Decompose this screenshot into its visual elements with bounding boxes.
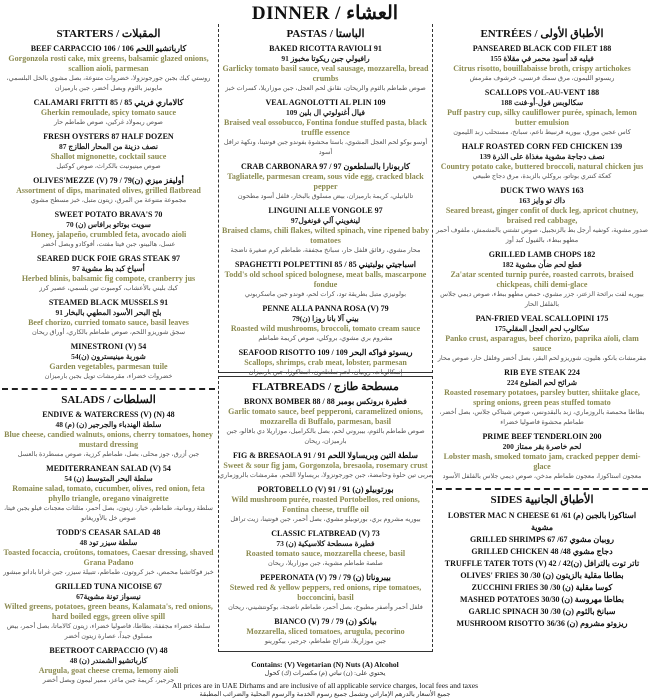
side-item: LOBSTER MAC N CHEESE 61 /61 استاكوزا بالجبن (م) مشوية [447,511,637,532]
item-name-ar: لينغويني آلي فونغول97 [290,216,361,225]
item-description: Toasted focaccia, croûtons, tomatoes, Caesar dressing, shaved Grana Padano [3,548,214,567]
item-description: Romaine salad, tomato, cucumber, olives, red onion, feta phyllo triangle, oregano vinaigrette [12,484,205,503]
item-description-ar: سلطة رومانية، طماطم، خيار، زيتون، بصل أحمر، مثلثات معجنات فيلو بجبن فيتا، صوص خل بالأوريغانو [4,505,213,522]
page-title: DINNER / العشاء [251,3,399,24]
item-name: BAKED RICOTTA RAVIOLI 91 [269,44,382,53]
item-name-ar: قطع لحم ضأن مشوية 182 [502,260,582,269]
menu-item [219,304,432,344]
menu-item [2,132,215,172]
item-description: Seared breast, ginger confit of duck leg, apricot chutney, braised red cabbage, [445,206,639,225]
menu-item [2,582,215,642]
item-name: GRILLED LAMB CHOPS 182 [488,250,596,259]
item-description: Roasted wild mushrooms, broccoli, tomato cream sauce [230,324,421,333]
item-description: Mozzarella, sliced tomatoes, arugula, pecorino [246,627,405,636]
menu-item [2,342,215,382]
menu-item [219,348,432,378]
item-name: SEARED DUCK FOIE GRAS STEAK 97 [37,254,180,263]
item-description: Scallops, shrimps, crab meat, lobster, parmesan [244,358,407,367]
item-description: Garlicky tomato basil sauce, veal sausage, mozzarella, bread crumbs [222,64,429,83]
item-name-ar: بيني آلا بانا روزا (ن)79 [292,314,359,323]
menu-item [436,314,648,364]
pastas-section [218,24,433,376]
item-description-ar: سلطة خضراء مجففة، بطاطا، فاصوليا خضراء، زيتون كالاماتا، بصل أحمر، بيض مسلوق جيداً، عصارة زيتون أخضر [6,623,211,640]
item-name-ar: كارباتشيو الشمندر (ن) 48 [69,656,148,665]
side-item: GRILLED SHRIMPS 67 /67 روبيان مشوي [469,535,615,544]
menu-item [219,529,432,569]
item-name: LINGUINI ALLE VONGOLE 97 [268,206,383,215]
allergen-legend: Contains: (V) Vegetarian (N) Nuts (A) Alcohol [251,660,399,669]
item-description: Braised veal ossobucco, Fontina fondue stuffed pasta, black truffle essence [224,118,427,137]
starters-section [2,28,215,382]
price-note: All prices are in UAE Dirhams and are inclusive of all applicable service charges, local fees and taxes [172,681,478,690]
item-description-ar: بيوريه لفت برائحة الزعتر، جزر مشوي، حمص مطهو ببطء، صوص ديمي جلاس بالفلفل الحار [440,291,644,308]
item-description-ar: صوص طماطم بالثوم، بيبروني لحم، بصل بالكراميل، موزاريلا دي بافالو، جبن بارميزان، ريحان [226,428,425,445]
menu-item [2,44,215,94]
item-description: Country potato cake, buttered broccoli, natural chicken jus [440,162,644,171]
item-description-ar: إسكالوبات، روبيان، لحم سلطعون، استاكوزا، جبن بارميزان [248,369,403,376]
item-name: VEAL AGNOLOTTI AL PLIN 109 [265,98,386,107]
item-name-ar: رافيولي جبن ريكوتا مخبوز 91 [281,54,370,63]
sides-section [436,494,648,630]
item-description-ar: جبن أزرق، جوز محلى، بصل، طماطم كرزية، صوص مسطردة بالعسل [17,451,200,458]
divider [436,488,648,490]
item-description: Roasted tomato sauce, mozzarella cheese, basil [245,549,406,558]
section-heading: PASTAS / الباستا [286,28,365,40]
item-name: BRONX BOMBER 88 / 88 فطيرة برونكس بومبر [244,397,407,406]
item-description: Wild mushroom purée, roasted Portobellos, red onions, Fontina cheese, truffle oil [231,495,420,514]
menu-item [2,98,215,128]
item-description: Gherkin remoulade, spicy tomato sauce [40,108,177,117]
side-item: OLIVES' FRIES 30 /30 (ن) بطاطا مقلية بالزيتون [460,571,624,580]
menu-item [219,397,432,447]
menu-item [219,98,432,158]
item-name: BEETROOT CARPACCIO (V) 48 [49,646,168,655]
menu-item [2,464,215,524]
item-description-ar: أوسو بوكو لحم العجل المشوي، باستا محشوة بفوندو جبن فونتينا، ونكهة ترافل أسود [223,139,428,156]
divider [2,388,215,390]
section-heading: ENTRÉES / الأطباق الأولى [480,28,604,40]
item-name-ar: سويت بوتاتو برافاس (ن) 70 [66,220,151,229]
item-name: PENNE ALLA PANNA ROSA (V) 79 [262,304,389,313]
item-description-ar: صوص ريمولاد غركين، صوص طماطم حار [54,119,163,126]
item-description: Puff pastry cup, silky cauliflower purée, spinach, lemon butter emulsion [447,108,637,127]
item-description-ar: تالياتيلي، كريمة بارميزان، بيض مسلوق بالبخار، فلفل أسود مطحون [237,193,414,200]
item-description-ar: كيك بليني بالأعشاب، كومبوت تين بلسمي، عصير كرز [39,285,178,292]
side-item: TRUFFLE TATER TOTS (V) 42 / 42(ن) تاتر توت بالترافل [444,559,640,568]
menu-item [436,186,648,246]
item-name-ar: سلطة سيزر تود 48 [79,538,138,547]
item-description-ar: سجق شوريزو اللحم، صوص طماطم بالكاري، أوراق ريحان [31,329,186,336]
item-name-ar: سلطة الهندباء والجرجير (ن) (م) 48 [55,420,162,429]
item-description: Stewed red & yellow peppers, red onions, ripe tomatoes, bocconcini, basil [229,583,422,602]
item-description: Herbed blinis, balsamic fig compote, cranberry jus [21,274,196,283]
menu-item [436,88,648,138]
allergen-legend-ar: يحتوي على: (ن) نباتي (م) مكسرات (ك) كحول [264,670,386,677]
item-name: PAN-FRIED VEAL SCALLOPINI 175 [475,314,609,323]
item-description-ar: جبن موزاريلا، شرائح طماطم، جرجير، بيكورينو [264,638,387,645]
item-description: Shallot mignonette, cocktail sauce [50,152,167,161]
item-description: Assortment of dips, marinated olives, grilled flatbread [16,186,201,195]
item-name: SWEET POTATO BRAVA'S 70 [54,210,163,219]
menu-item [436,142,648,182]
menu-item [219,162,432,202]
menu-item [2,528,215,578]
price-note-ar: جميع الأسعار بالدرهم الإماراتي وتشمل جميع رسوم الخدمة والرسوم المحلية والضرائب المطبقة [199,691,451,698]
left-column [2,24,215,690]
item-description-ar: مجموعة متنوعة من المرق، زيتون متبل، خبز مسطح مشوي [30,197,187,204]
item-name: MEDITERRANEAN SALAD (V) 54 [46,464,171,473]
item-name: CRAB CARBONARA 97 / 97 كاربونارا بالسلطعون [241,162,410,171]
item-name: STEAMED BLACK MUSSELS 91 [48,298,169,307]
item-name-ar: فيليه قد أسود محمر في مقلاة 155 [490,54,594,63]
item-description-ar: صوص طماطم بالثوم والريحان، نقانق لحم العجل، جبن موزاريلا، كسرات خبز [225,85,426,92]
item-name-ar: لحم خاصرة بقر ممتاز 200 [502,442,582,451]
menu-item [2,176,215,206]
item-description-ar: فلفل أحمر وأصفر مطبوخ، بصل أحمر، طماطم ناضجة، بوكونتشيني، ريحان [228,604,423,611]
item-description-ar: كاس عجين مورق، بيوريه قرنبيط ناعم، سبانخ، مستحلب زبد الليمون [453,129,631,136]
menu-item [219,206,432,256]
item-description-ar: صلصة طماطم مشوية، جبن موزاريلا، ريحان [268,560,383,567]
item-name: MINESTRONI (V) 54 [70,342,147,351]
item-description-ar: خبز فوكاتشيا محمص، خبز كروتون، طماطم، تتبيلة سيزر، جبن غرانا بادانو مبشور [3,569,214,576]
item-name-ar: شرائح لحم الضلوع 224 [506,378,578,387]
item-description: Wilted greens, potatoes, green beans, Kalamata's, red onions, hard boiled eggs, green olive spill [4,602,213,621]
section-heading: SALADS / السلطات [61,394,156,406]
item-name: OLIVES'MEZZE (V) 79 / 79(ن) أوليفز ميزي [33,176,184,185]
menu-item [219,573,432,613]
item-description: Honey, jalapeño, crumbled feta, avocado aioli [30,230,187,239]
item-name: SEAFOOD RISOTTO 109 / 109 ريسوتو فواكه البحر [238,348,413,357]
item-description: Todd's old school spiced bolognese, meat balls, mascarpone fondue [224,270,427,289]
item-name-ar: أسياخ كبد بط مشوية 97 [72,264,145,273]
item-description-ar: ريسوتو الليمون، مرق سمك فرنسي، خرشوف مقرمش [469,75,615,82]
right-column [436,24,648,630]
item-description: Roasted rosemary potatoes, parsley butter, shiitake glace, spring onions, green peas stuffed tomato [444,388,640,407]
menu-item [219,485,432,525]
item-name-ar: شوربة مينيسترون (ن)54 [71,352,146,361]
item-name: DUCK TWO WAYS 163 [500,186,584,195]
item-description: Garden vegetables, parmesan tuile [49,362,168,371]
menu-item [219,44,432,94]
item-name: CALAMARI FRITTI 85 / 85 كالاماري فريتي [33,98,184,107]
item-description-ar: بطاطا محمصة بالروزماري، زبد بالبقدونس، صوص شيتاكي جلاس، بصل أخضر، طماطم محشوة فاصوليا خضراء [439,409,645,426]
menu-item [219,260,432,300]
menu-item [436,250,648,310]
item-description-ar: مشروم بري مشوي، بروكلي، صوص كريمة طماطم [258,335,393,342]
menu-item [2,254,215,294]
flatbreads-section [218,376,433,652]
item-description: Za'atar scented turnip purée, roasted carrots, braised chickpeas, chili demi-glace [450,270,634,289]
item-name: ENDIVE & WATERCRESS (V) (N) 48 [42,410,175,419]
item-description-ar: مقرمشات بانكو، هليون، شوريزو لحم البقر، بصل أخضر وفلفل حار، صوص محار [437,355,647,362]
item-description-ar: صوص مينيونيت بالكراث، صوص كوكتيل [56,163,161,170]
item-description: Blue cheese, candied walnuts, onions, cherry tomatoes, honey mustard dressing [4,430,213,449]
item-description: Beef chorizo, curried tomato sauce, basil leaves [28,318,189,327]
item-name: TODD'S CEASAR SALAD 48 [56,528,161,537]
entrees-section [436,28,648,482]
section-heading: FLATBREADS / مسطحة طازج [252,381,399,393]
item-name-ar: داك تو وايز 163 [518,196,566,205]
item-name-ar: فطيرة مسطحة كلاسيكية (ن) 73 [276,539,375,548]
menu-item [219,617,432,647]
item-description: Citrus risotto, bouillabaisse broth, crispy artichokes [453,64,631,73]
item-name-ar: سلطة البحر المتوسط (ن) 54 [64,474,153,483]
menu-item [2,210,215,250]
item-description: Gorgonzola rosti cake, mix greens, balsamic glazed onions, scallion aioli, parmesan [8,54,209,73]
item-name: FRESH OYSTERS 87 HALF DOZEN [43,132,174,141]
item-description-ar: روستي كيك بجبن جورجونزولا، خضروات متنوعة، بصل مشوي بالخل البلسمي، مايونيز بالثوم وبصل أخضر، جبن بارميزان [6,75,211,92]
item-name: BEEF CARPACCIO 106 / 106 كارباتشيو اللحم [30,44,187,53]
item-description-ar: جرجير، كريمة جبن ماعز، ممير ليمون وبصل أخضر [42,677,175,684]
item-name: FIG & BRESAOLA 91 / 91 سلطة التين وبريساولا اللحم [233,451,418,460]
item-name: RIB EYE STEAK 224 [504,368,580,377]
menu-item [2,410,215,460]
item-description-ar: خضروات خضراء، مقرمشات تويل بجبن بارميزان [44,373,173,380]
item-name-ar: سكالوبس فول-أو-فنت 188 [500,98,584,107]
item-name: PRIME BEEF TENDERLOIN 200 [482,432,602,441]
menu-item [436,44,648,84]
item-description-ar: بيوريه مشروم بري، بورتوبيلو مشوي، بصل أحمر، جبن فونتينا، زيت ترافل [230,516,421,523]
item-description-ar: صدور مشوية، كونفيه أرجل بط بالزنجبيل، صوص تشتني بالمشمش، ملفوف أحمر مطهو ببطء، بالفيول كبد أوز [436,227,648,244]
item-description: Braised clams, chili flakes, wilted spinach, vine ripened baby tomatoes [222,226,429,245]
item-name-ar: نيسواز تونة مشوية67 [76,592,141,601]
side-item: GRILLED CHICKEN 48 /48 دجاج مشوي [471,547,613,556]
section-heading: STARTERS / المقبلات [56,28,161,40]
item-name: CLASSIC FLATBREAD (V) 73 [271,529,380,538]
item-description: Sweet & sour fig jam, Gorgonzola, bresaola, rosemary crust [223,461,428,470]
item-name-ar: سكالوب لحم العجل المقلي175 [494,324,590,333]
item-description-ar: محار مشوي، رقائق فلفل حار، سبانخ مجففة، طماطم كرم صغيرة ناضجة [230,247,421,254]
side-item: MUSHROOM RISOTTO 36/36 (ن) ريزوتو مشروم [456,619,628,628]
item-description-ar: مربى تين حلوة وحامضة، جبن جورجونزولا، بريساولا اللحم، مقرمشات بالروزماري [218,472,432,479]
item-name-ar: نصف دزينة من المحار الطازج 87 [58,142,158,151]
menu-item [436,368,648,428]
item-name-ar: فيال أغنولوتي ال بلين 109 [285,108,366,117]
side-item: MASHED POTATOES 30/30 (ن) بطاطا مهروسة [459,595,625,604]
menu-item [219,451,432,481]
item-name: HALF ROASTED CORN FED CHICKEN 139 [461,142,623,151]
item-name: PANSEARED BLACK COD FILET 188 [472,44,612,53]
salads-section [2,394,215,686]
side-item: ZUCCHINI FRIES 30 /30 (ن) كوسا مقلية [471,583,613,592]
item-name: GRILLED TUNA NICOISE 67 [55,582,162,591]
item-name-ar: نصف دجاجة مشوية مغذاة على الذرة 139 [479,152,605,161]
item-name: PORTOBELLO (V) 91 / 91 (ن) بورتوبيلو [257,485,394,494]
item-name: SPAGHETTI POLPETTINI 85 / 85 اسباجيتي بولبتيني [235,260,416,269]
side-item: GARLIC SPINACH 30 /30 (ن) سبانخ بالثوم [468,607,616,616]
item-description: Garlic tomato sauce, beef pepperoni, caramelized onions, mozzarella di Buffalo, parmesan, basil [228,407,423,426]
menu-item [436,432,648,482]
item-name-ar: بلح البحر الأسود المطهي بالبخار 91 [55,308,162,317]
menu-item [2,298,215,338]
item-description: Arugula, goat cheese crema, lemony aioli [38,666,179,675]
item-description-ar: معجون استاكوزا، معجون طماطم مدخن، صوص ديمي جلاس بالفلفل الأسود [442,473,642,480]
item-name: SCALLOPS VOL-AU-VENT 188 [484,88,600,97]
item-description: Panko crust, asparagus, beef chorizo, paprika aïoli, clam sauce [445,334,639,353]
item-description: Tagliatelle, parmesan cream, sous vide egg, cracked black pepper [227,172,424,191]
item-description: Lobster mash, smoked tomato jam, cracked pepper demi-glace [443,452,641,471]
item-description-ar: بولونيزي متبل بطريقة تود، كرات لحم، فوندو جبن ماسكربوني [244,291,407,298]
item-description-ar: عسل، هالبينو، جبن فيتا مفتت، أفوكادو وبصل أخضر [41,241,176,248]
item-description-ar: كعكة كنتري بوتاتو، بروكلي بالزبدة، مرق دجاج طبيعي [472,173,612,180]
item-name: PEPERONATA (V) 79 / 79 (ن) بيبروناتا [260,573,391,582]
section-heading: SIDES الأطباق الجانبية [490,494,594,506]
item-name: BIANCO (V) 79 / 79 (ن) بيانكو [274,617,377,626]
